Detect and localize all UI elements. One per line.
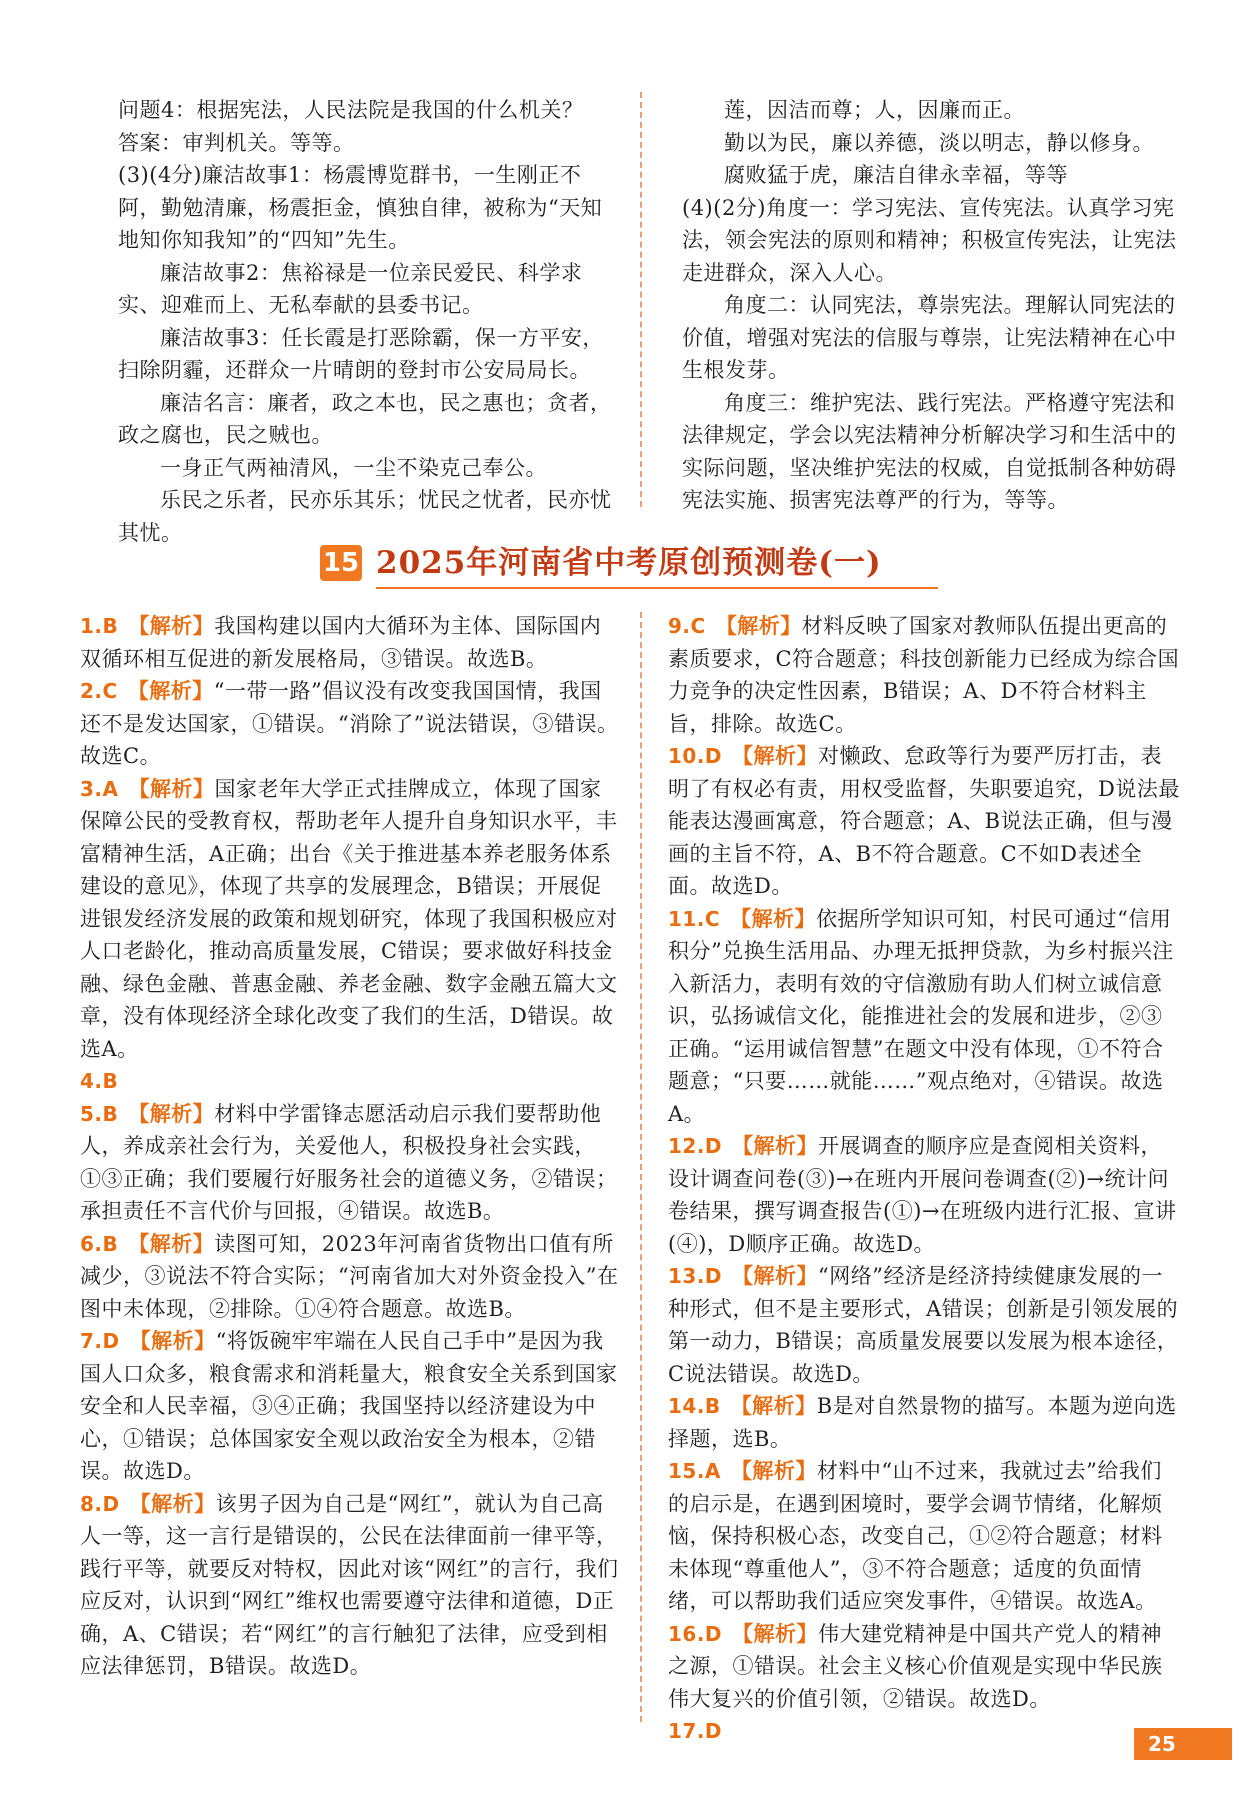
analysis-tag: 【解析】 bbox=[730, 905, 817, 931]
paragraph: (3)(4分)廉洁故事1：杨震博览群书，一生刚正不阿，勤勉清廉，杨震拒金，慎独自律，被称为“天知地知你知我知”的“四知”先生。 bbox=[118, 163, 603, 252]
answer-explanation: 材料中学雷锋志愿活动启示我们要帮助他人，养成亲社会行为，关爱他人，积极投身社会实践，①③正确；我们要履行好服务社会的道德义务，②错误；承担责任不言代价与回报，④错误。故选B。 bbox=[80, 1101, 618, 1223]
answer-explanation: 开展调查的顺序应是查阅相关资料，设计调查问卷(③)→在班内开展问卷调查(②)→统计问卷结果，撰写调查报告(①)→在班级内进行汇报、宣讲(④)，D顺序正确。故选D。 bbox=[668, 1134, 1177, 1256]
answer-number: 11.C bbox=[668, 906, 721, 931]
answer-number: 14.B bbox=[668, 1394, 721, 1418]
answer-number: 9.C bbox=[668, 614, 706, 638]
column-divider-upper bbox=[640, 92, 642, 507]
answer-number: 8.D bbox=[80, 1491, 120, 1516]
answer-number: 15.A bbox=[668, 1459, 721, 1483]
answer-number: 4.B bbox=[80, 1069, 119, 1093]
answer-item bbox=[80, 1065, 620, 1098]
section-header bbox=[320, 541, 940, 585]
analysis-tag: 【解析】 bbox=[730, 1393, 817, 1418]
answers-right-column bbox=[668, 610, 1183, 1748]
answer-number: 16.D bbox=[668, 1621, 723, 1646]
page-number: 25 bbox=[1134, 1728, 1232, 1760]
paragraph: 勤以为民，廉以养德，淡以明志，静以修身。 bbox=[724, 130, 1154, 155]
answer-explanation: 依据所学知识可知，村民可通过“信用积分”兑换生活用品、办理无抵押贷款，为乡村振兴注入新活力，表明有效的守信激励有助人们树立诚信意识，弘扬诚信文化，能推进社会的发展和进步，②③正确。“运用诚信智慧”在题文中没有体现，①不符合题意；“只要……就能……”观点绝对，④错误。故选A。 bbox=[668, 906, 1174, 1126]
answer-item bbox=[80, 1098, 620, 1228]
answer-item bbox=[668, 1618, 1183, 1716]
paragraph: 腐败猛于虎，廉洁自律永幸福，等等 bbox=[724, 163, 1068, 187]
analysis-tag: 【解析】 bbox=[732, 1263, 819, 1288]
analysis-tag: 【解析】 bbox=[129, 1490, 216, 1516]
answer-explanation: 国家老年大学正式挂牌成立，体现了国家保障公民的受教育权，帮助老年人提升自身知识水平，丰富精神生活，A正确；出台《关于推进基本养老服务体系建设的意见》，体现了共享的发展理念，B错误；开展促进银发经济发展的政策和规划研究，体现了我国积极应对人口老龄化，推动高质量发展，C错误；要求做好科技金融、绿色金融、普惠金融、养老金融、数字金融五篇大文章，没有体现经济全球化改变了我们的生活，D错误。故选A。 bbox=[80, 776, 618, 1061]
answer-explanation: 读图可知，2023年河南省货物出口值有所减少，③说法不符合实际；“河南省加大对外资金投入”在图中未体现，②排除。①④符合题意。故选B。 bbox=[80, 1231, 619, 1321]
answer-explanation: “将饭碗牢牢端在人民自己手中”是因为我国人口众多，粮食需求和消耗量大，粮食安全关系到国家安全和人民幸福，③④正确；我国坚持以经济建设为中心，①错误；总体国家安全观以政治安全为根本，②错误。故选D。 bbox=[80, 1329, 618, 1483]
answer-number: 5.B bbox=[80, 1101, 119, 1126]
column-divider-lower bbox=[640, 612, 642, 1722]
paragraph: 角度二：认同宪法，尊崇宪法。理解认同宪法的价值，增强对宪法的信服与尊崇，让宪法精神在心中生根发芽。 bbox=[682, 293, 1177, 382]
answer-explanation: 对懒政、怠政等行为要严厉打击，表明了有权必有责，用权受监督，失职要追究，D说法最能表达漫画寓意，符合题意；A、B说法正确，但与漫画的主旨不符，A、B不符合题意。C不如D表述全面。故选D。 bbox=[668, 744, 1180, 898]
paragraph: 莲，因洁而尊；人，因廉而正。 bbox=[724, 98, 1025, 122]
paragraph: 乐民之乐者，民亦乐其乐；忧民之忧者，民亦忧其忧。 bbox=[118, 488, 612, 545]
analysis-tag: 【解析】 bbox=[128, 1230, 215, 1256]
answer-item bbox=[668, 1715, 1183, 1748]
answer-item bbox=[668, 610, 1183, 740]
answer-explanation: 该男子因为自己是“网红”，就认为自己高人一等，这一言行是错误的，公民在法律面前一律平等，践行平等，就要反对特权，因此对该“网红”的言行，我们应反对，认识到“网红”维权也需要遵守法律和道德，D正确，A、C错误；若“网红”的言行触犯了法律，应受到相应法律惩罚，B错误。故选D。 bbox=[80, 1491, 619, 1678]
answer-item bbox=[668, 1260, 1183, 1390]
paragraph: 答案：审判机关。等等。 bbox=[118, 130, 355, 155]
analysis-tag: 【解析】 bbox=[732, 1133, 819, 1158]
answer-explanation: 材料反映了国家对教师队伍提出更高的素质要求，C符合题意；科技创新能力已经成为综合国力竞争的决定性因素，B错误；A、D不符合材料主旨，排除。故选C。 bbox=[668, 614, 1180, 736]
section-title: 2025年河南省中考原创预测卷(一) bbox=[376, 545, 882, 581]
answer-explanation: 材料中“山不过来，我就过去”给我们的启示是，在遇到困境时，要学会调节情绪，化解烦恼，保持积极心态，改变自己，①②符合题意；材料未体现“尊重他人”，③不符合题意；适度的负面情绪，可以帮助我们适应突发事件，④错误。故选A。 bbox=[668, 1459, 1163, 1613]
answer-number: 13.D bbox=[668, 1264, 723, 1288]
answer-number: 10.D bbox=[668, 744, 723, 768]
paragraph: 一身正气两袖清风，一尘不染克己奉公。 bbox=[160, 455, 547, 480]
answer-number: 6.B bbox=[80, 1231, 119, 1256]
answer-item bbox=[668, 740, 1183, 903]
paragraph: 问题4：根据宪法，人民法院是我国的什么机关？ bbox=[118, 98, 584, 122]
answer-item bbox=[80, 1325, 620, 1488]
answer-explanation: 伟大建党精神是中国共产党人的精神之源，①错误。社会主义核心价值观是实现中华民族伟大复兴的价值引领，②错误。故选D。 bbox=[668, 1621, 1163, 1711]
upper-left-column bbox=[118, 94, 618, 549]
analysis-tag: 【解析】 bbox=[715, 613, 802, 638]
paragraph: 廉洁故事2：焦裕禄是一位亲民爱民、科学求实、迎难而上、无私奉献的县委书记。 bbox=[118, 260, 583, 317]
answer-number: 3.A bbox=[80, 776, 119, 801]
analysis-tag: 【解析】 bbox=[730, 1458, 817, 1483]
analysis-tag: 【解析】 bbox=[129, 1328, 216, 1353]
answer-number: 2.C bbox=[80, 679, 118, 703]
answer-explanation: B是对自然景物的描写。本题为逆向选择题，选B。 bbox=[668, 1394, 1177, 1451]
analysis-tag: 【解析】 bbox=[732, 743, 819, 768]
answer-item bbox=[668, 903, 1183, 1131]
paragraph: (4)(2分)角度一：学习宪法、宣传宪法。认真学习宪法，领会宪法的原则和精神；积极宣传宪法，让宪法走进群众，深入人心。 bbox=[682, 195, 1177, 285]
analysis-tag: 【解析】 bbox=[127, 678, 214, 703]
answer-explanation: 我国构建以国内大循环为主体、国际国内双循环相互促进的新发展格局，③错误。故选B。 bbox=[80, 614, 602, 671]
answer-item bbox=[80, 675, 620, 773]
paragraph: 廉洁名言：廉者，政之本也，民之惠也；贪者，政之腐也，民之贼也。 bbox=[118, 390, 612, 447]
analysis-tag: 【解析】 bbox=[128, 613, 215, 638]
analysis-tag: 【解析】 bbox=[128, 775, 215, 801]
analysis-tag: 【解析】 bbox=[732, 1620, 819, 1646]
paragraph: 角度三：维护宪法、践行宪法。严格遵守宪法和法律规定，学会以宪法精神分析解决学习和生活中的实际问题，坚决维护宪法的权威，自觉抵制各种妨碍宪法实施、损害宪法尊严的行为，等等。 bbox=[682, 390, 1177, 512]
answer-number: 1.B bbox=[80, 614, 119, 638]
answer-explanation: “网络”经济是经济持续健康发展的一种形式，但不是主要形式，A错误；创新是引领发展的第一动力，B错误；高质量发展要以发展为根本途径，C说法错误。故选D。 bbox=[668, 1264, 1179, 1386]
upper-right-column bbox=[682, 94, 1182, 517]
answer-item bbox=[668, 1390, 1183, 1455]
answer-item bbox=[668, 1130, 1183, 1260]
paragraph: 廉洁故事3：任长霞是打恶除霸，保一方平安，扫除阴霾，还群众一片晴朗的登封市公安局局长。 bbox=[118, 325, 604, 382]
answer-number: 12.D bbox=[668, 1134, 723, 1158]
section-title-underline bbox=[376, 587, 938, 589]
answer-item bbox=[80, 610, 620, 675]
answer-number: 7.D bbox=[80, 1329, 120, 1353]
answer-item bbox=[80, 1228, 620, 1326]
analysis-tag: 【解析】 bbox=[128, 1100, 215, 1126]
section-number-badge: 15 bbox=[320, 545, 362, 581]
answer-item bbox=[80, 1488, 620, 1683]
answer-explanation: “一带一路”倡议没有改变我国国情，我国还不是发达国家，①错误。“消除了”说法错误，③错误。故选C。 bbox=[80, 679, 619, 768]
answers-left-column bbox=[80, 610, 620, 1683]
answer-item bbox=[668, 1455, 1183, 1618]
answer-item bbox=[80, 773, 620, 1066]
answer-number: 17.D bbox=[668, 1719, 723, 1743]
